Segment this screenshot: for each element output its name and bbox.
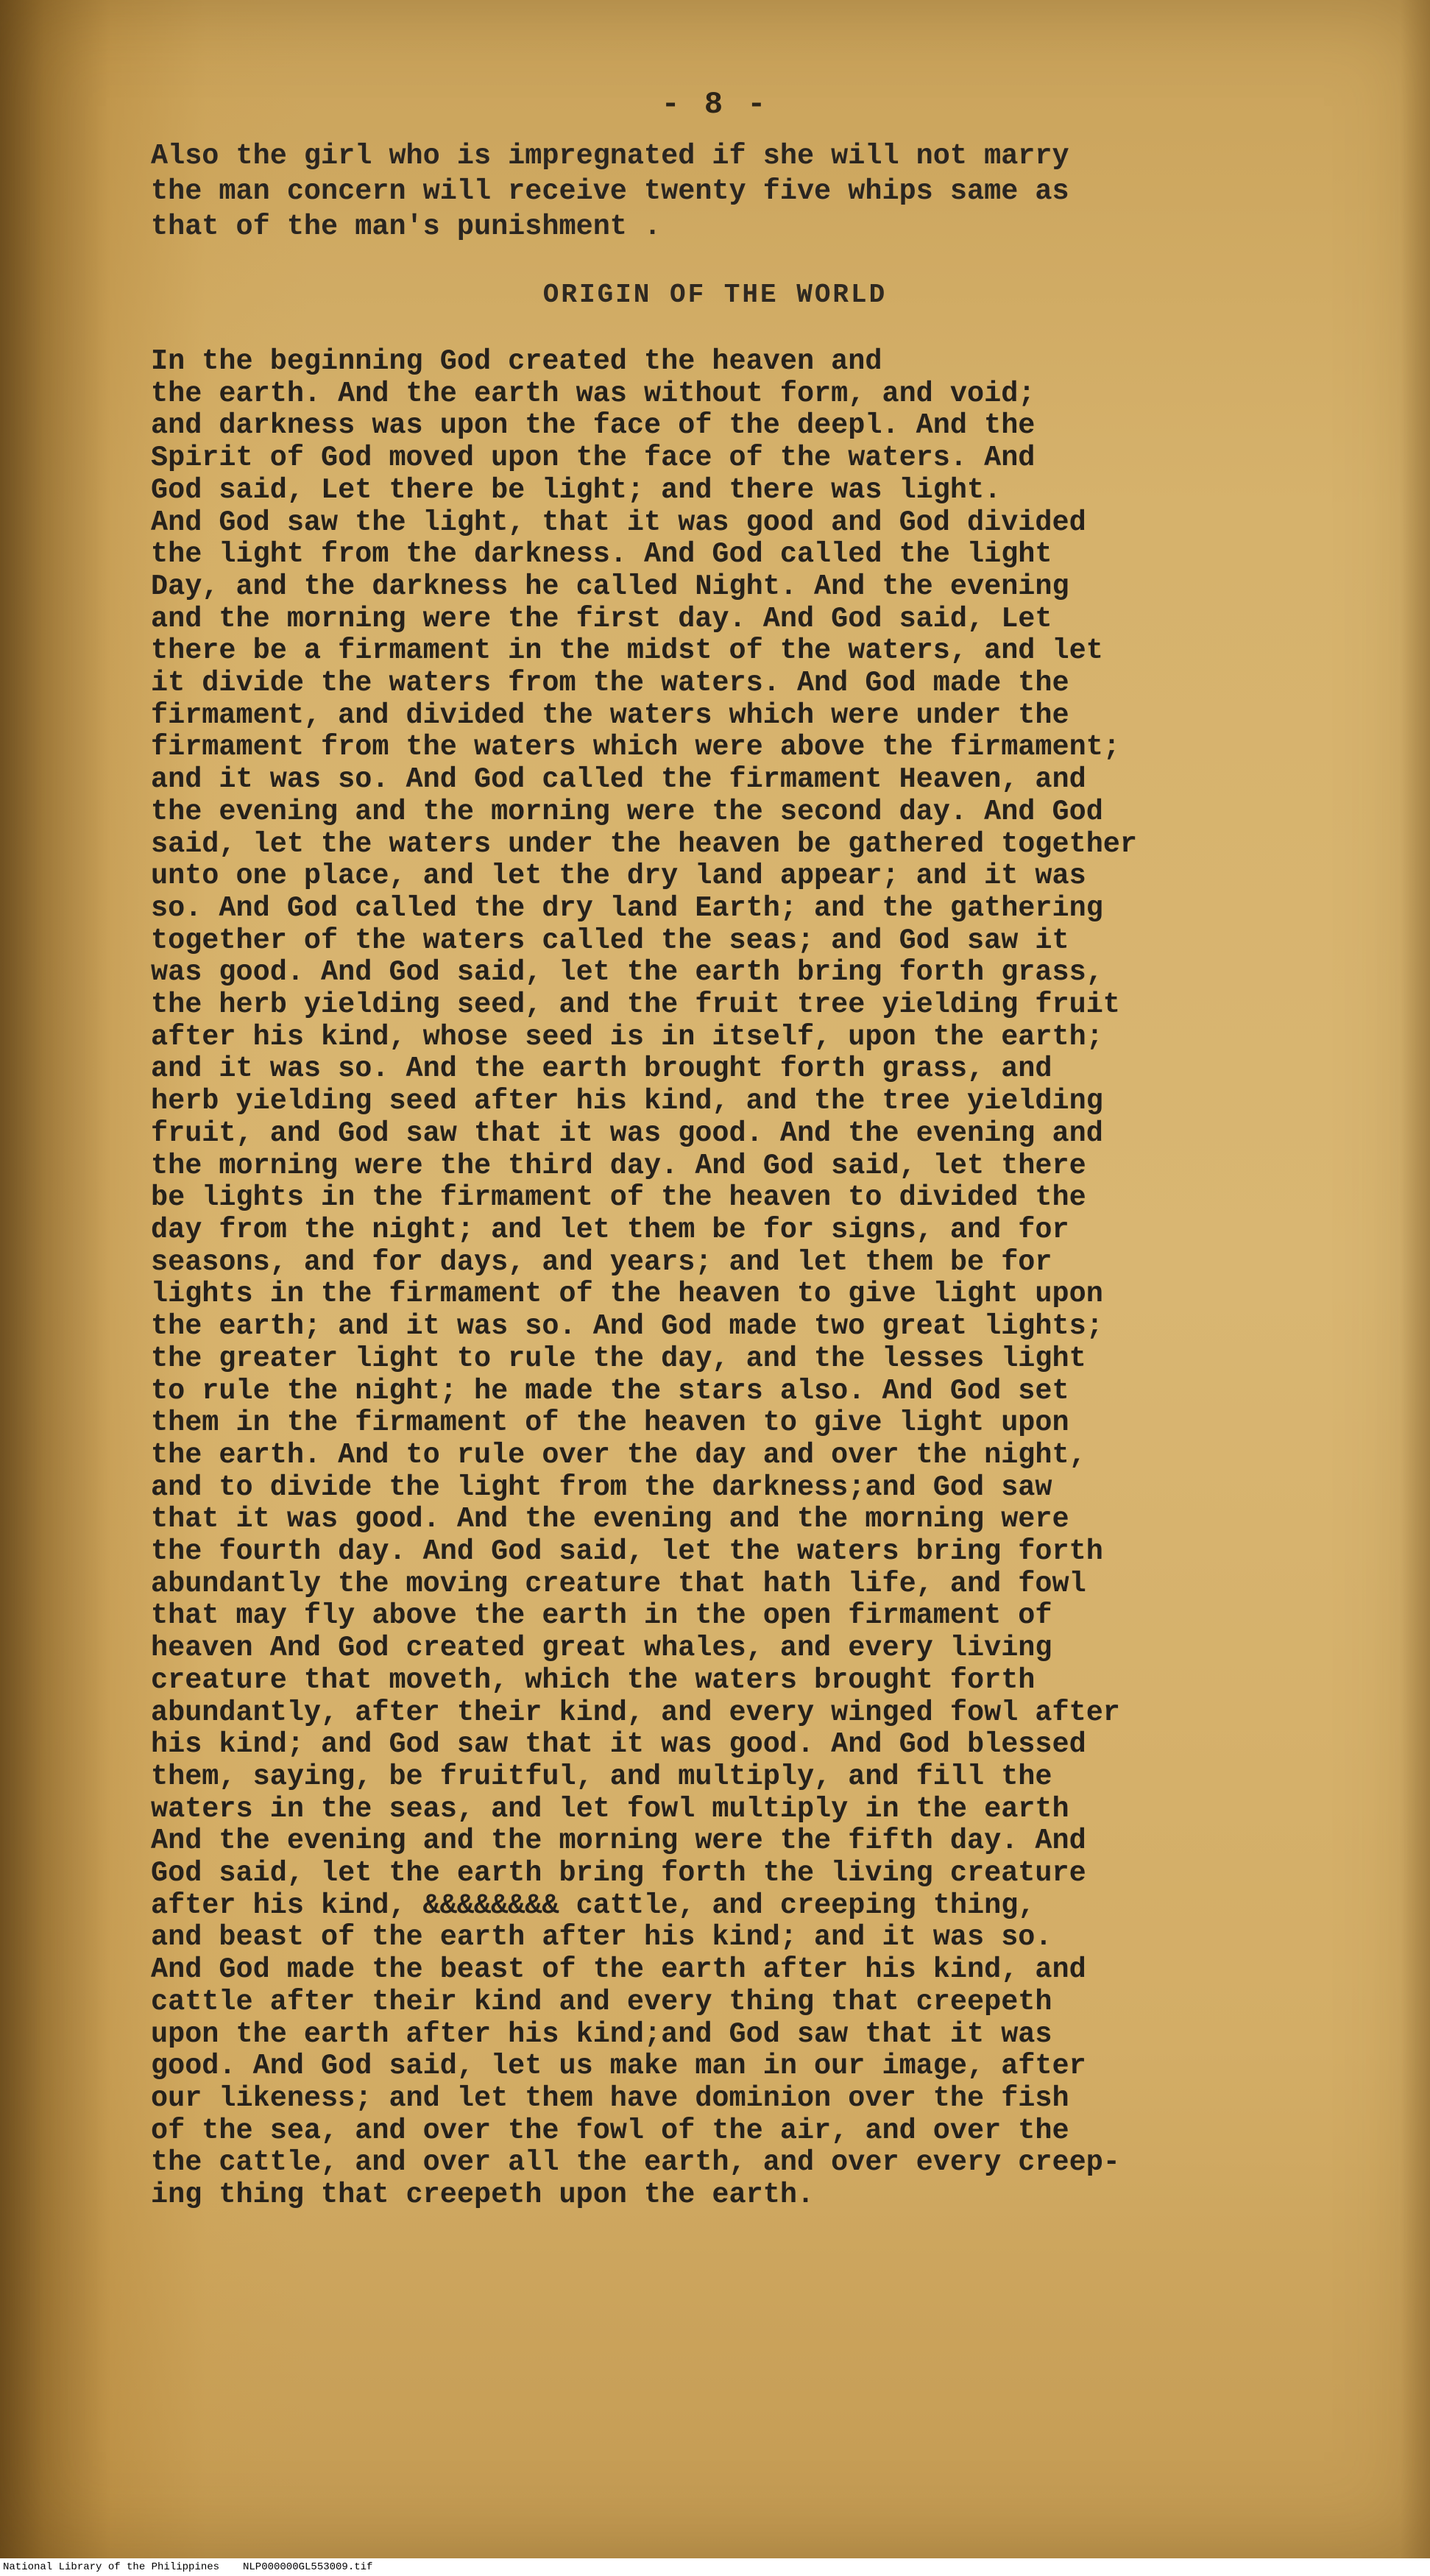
page-edge-shadow xyxy=(1401,0,1430,2558)
page-number: - 8 - xyxy=(661,87,769,122)
section-heading: ORIGIN OF THE WORLD xyxy=(542,280,888,310)
body-paragraph: In the beginning God created the heaven and the earth. And the earth was without form, and void; and darkness was upon the face of the deepl. And the Spirit of God moved upon the face of the waters. And God said, Let there be light; and there was light. And God saw the light, that it was good and God divided the light from the darkness. And God called the light Day, and the darkness he called Night. And the evening and the morning were the first day. And God said, Let there be a firmament in the midst of the waters, and let it divide the waters from the waters. And God made the firmament, and divided the waters which were under the firmament from the waters which were above the firmament; and it was so. And God called the firmament Heaven, and the evening and the morning were the second day. And God said, let the waters under the heaven be gathered together unto one place, and let the dry land appear; and it was so. And God called the dry land Earth; and the gathering together of the waters called the seas; and God saw it was good. And God said, let the earth bring forth grass, the herb yielding seed, and the fruit tree yielding fruit after his kind, whose seed is in itself, upon the earth; and it was so. And the earth brought forth grass, and herb yielding seed after his kind, and the tree yielding fruit, and God saw that it was good. And the evening and the morning were the third day. And God said, let there be lights in the firmament of the heaven to divided the day from the night; and let them be for signs, and for seasons, and for days, and years; and let them be for lights in the firmament of the heaven to give light upon the earth; and it was so. And God made two great lights; the greater light to rule the day, and the lesses light to rule the night; he made the stars also. And God set them in the firmament of the heaven to give light upon the earth. And to rule over the day and over the night, and to divide the light from the darkness;and God saw that it was good. And the evening and the morning were the fourth day. And God said, let the waters bring forth abundantly the moving creature that hath life, and fowl that may fly above the earth in the open firmament of heaven And God created great whales, and every living creature that moveth, which the waters brought forth abundantly, after their kind, and every winged fowl after his kind; and God saw that it was good. And God blessed them, saying, be fruitful, and multiply, and fill the waters in the seas, and let fowl multiply in the earth And the evening and the morning were the fifth day. And God said, let the earth bring forth the living creature after his kind, &&&&&&&& cattle, and creeping thing, and beast of the earth after his kind; and it was so. And God made the beast of the earth after his kind, and cattle after their kind and every thing that creepeth upon the earth after his kind;and God saw that it was good. And God said, let us make man in our image, after our likeness; and let them have dominion over the fish of the sea, and over the fowl of the air, and over the the cattle, and over all the earth, and over every creep- ing thing that creepeth upon the earth. xyxy=(151,345,1138,2212)
scan-footer xyxy=(0,2558,1430,2576)
intro-paragraph: Also the girl who is impregnated if she will not marry the man concern will receive twenty five whips same as that of the man's punishment . xyxy=(151,140,1069,243)
footer-institution: National Library of the Philippines xyxy=(3,2561,220,2573)
footer-file-id: NLP000000GL553009.tif xyxy=(243,2561,373,2573)
